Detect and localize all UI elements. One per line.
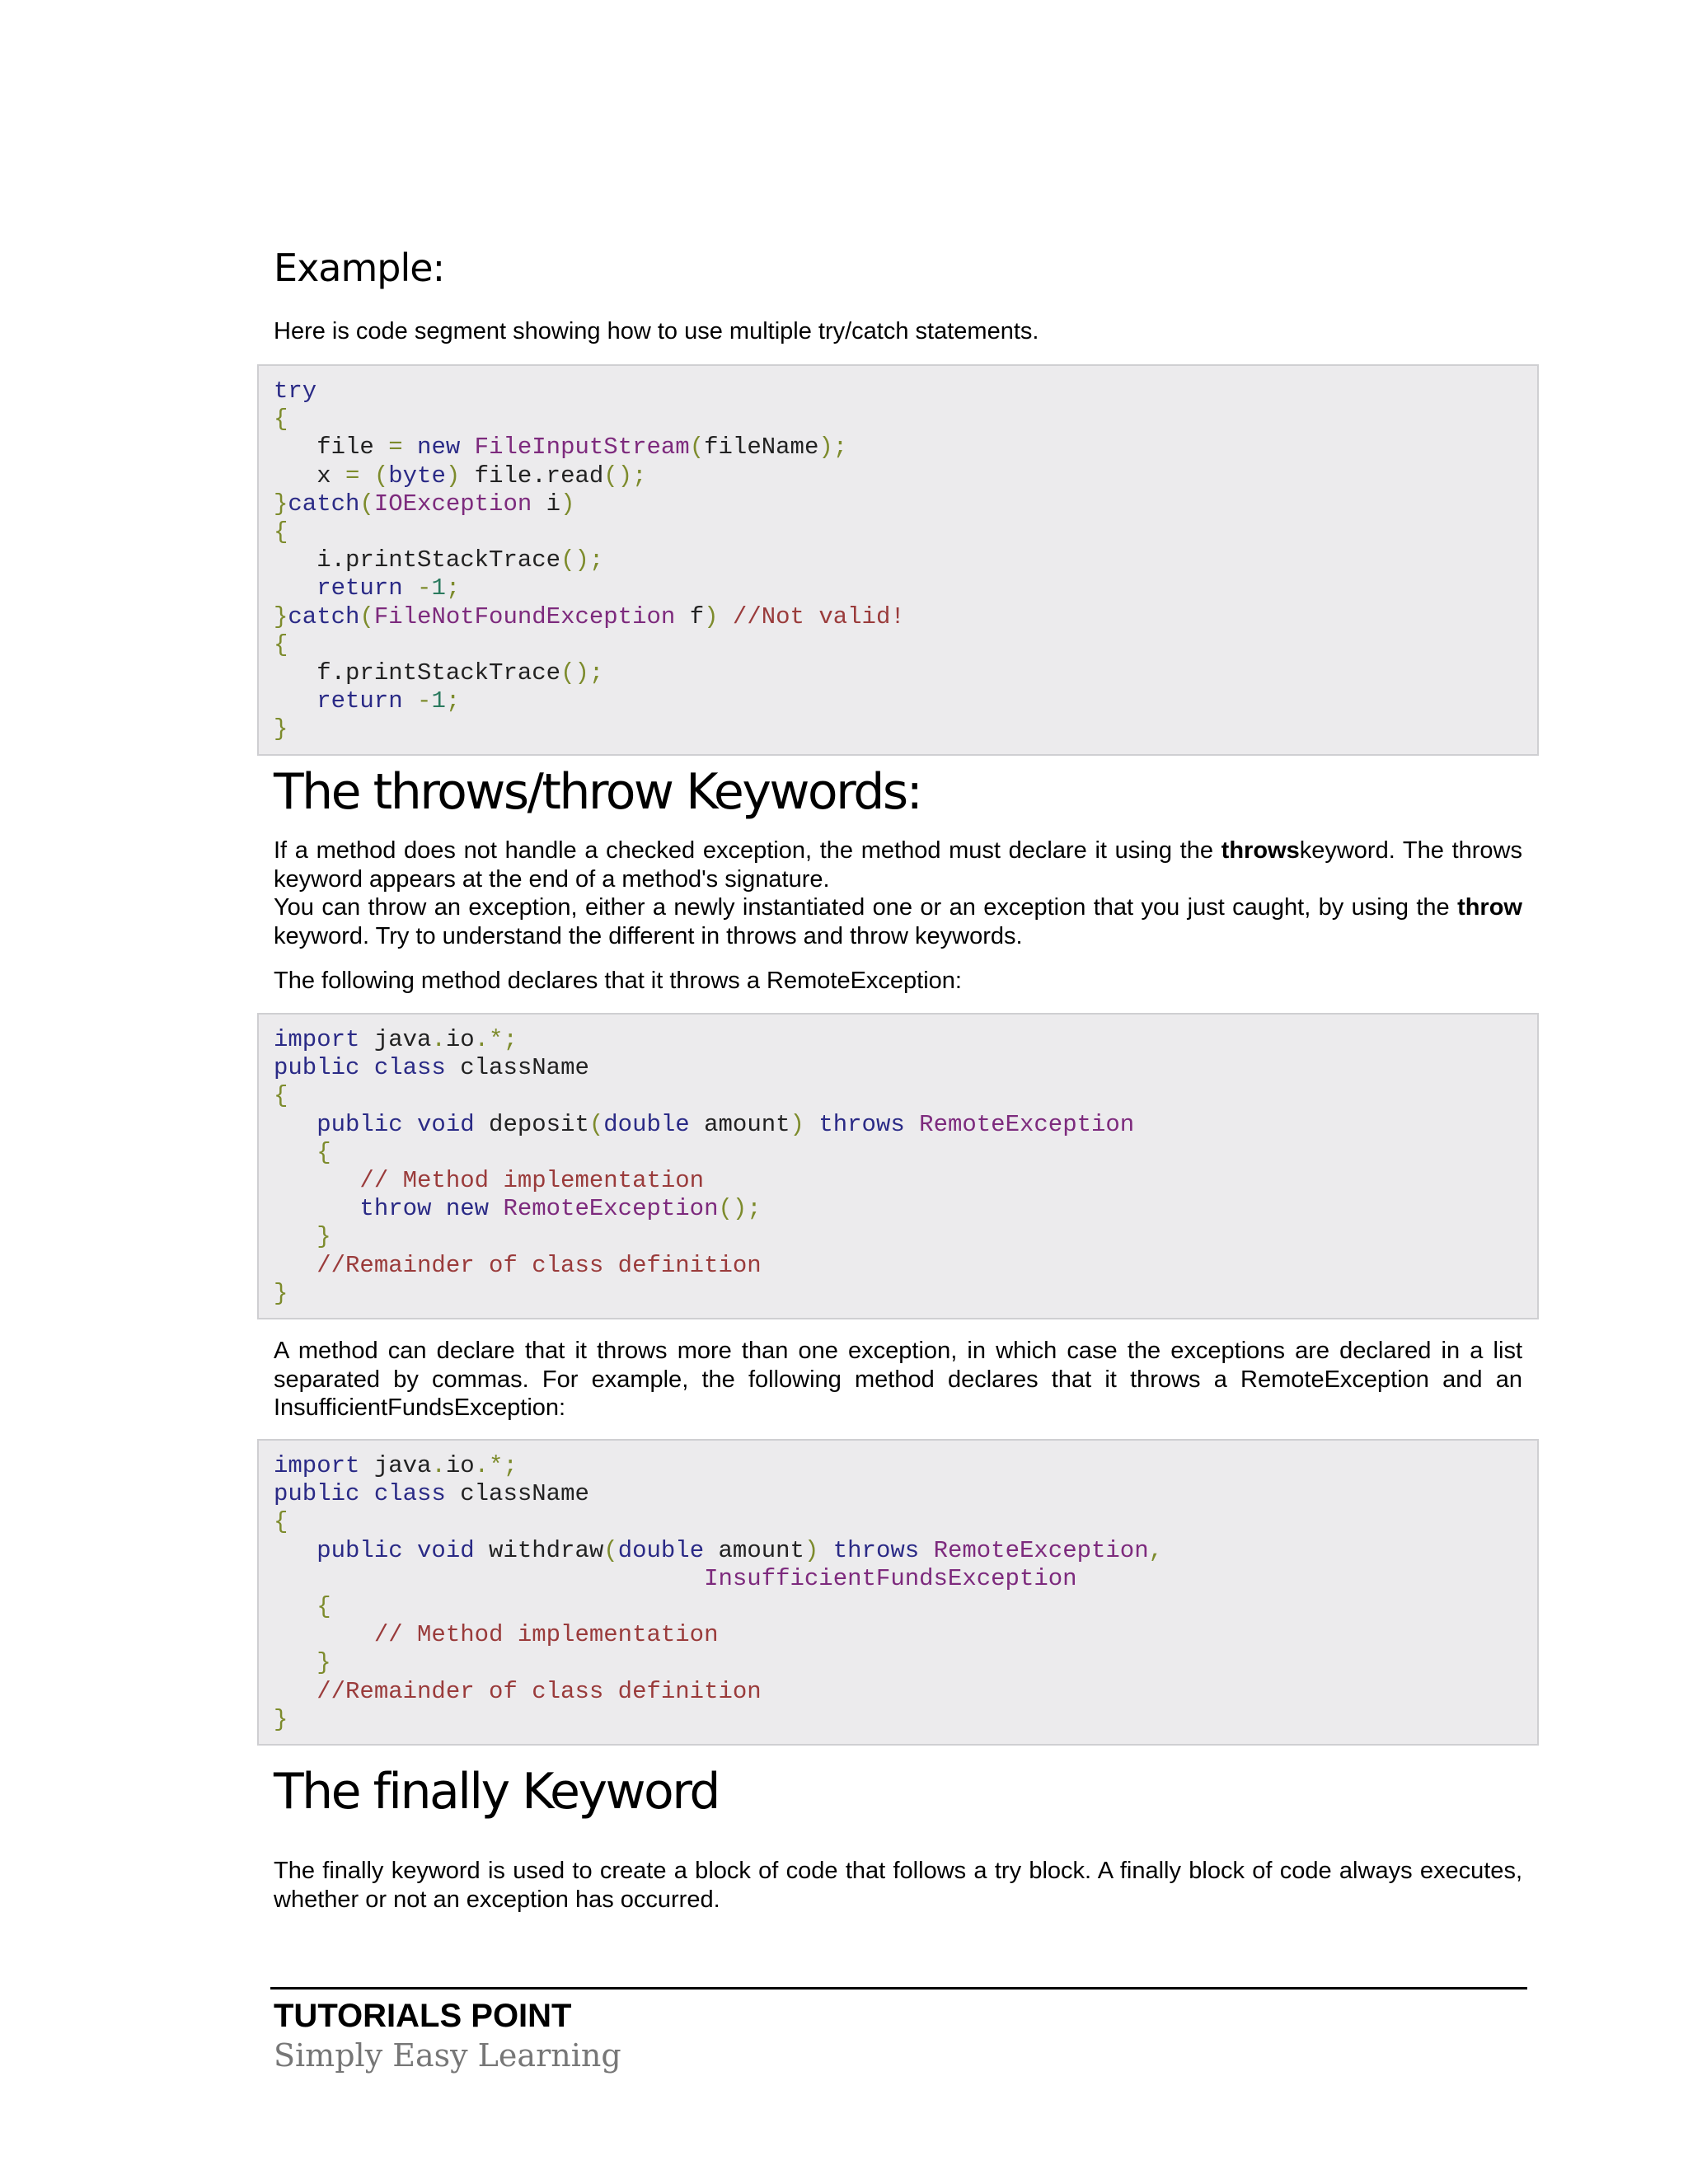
example-intro: Here is code segment showing how to use multiple try/catch statements. xyxy=(274,318,1039,344)
throws-paragraph-4: A method can declare that it throws more than one exception, in which case the exceptions are declared in a list separated by commas. For example, the following method declares that it throws a RemoteException and an InsufficientFundsException: xyxy=(274,1338,1522,1421)
throws-paragraph-3: The following method declares that it throws a RemoteException: xyxy=(274,968,962,994)
code-text: import java.io.*; public class className { public void deposit(double amount) throws RemoteException { // Method implementation throw new RemoteException(); } //Remainder of class definition } xyxy=(274,1026,1135,1307)
finally-paragraph: The finally keyword is used to create a block of code that follows a try block. A finally block of code always executes, whether or not an exception has occurred. xyxy=(274,1858,1522,1913)
throws-heading: The throws/throw Keywords: xyxy=(274,763,921,821)
example-heading: Example: xyxy=(274,246,445,290)
footer-tagline: Simply Easy Learning xyxy=(274,2037,621,2074)
finally-heading: The finally Keyword xyxy=(274,1763,719,1821)
code-block-withdraw xyxy=(257,1439,1539,1746)
footer-divider xyxy=(270,1987,1527,1990)
throws-paragraph-2: You can throw an exception, either a newly instantiated one or an exception that you just caught, by using the throw keyword. Try to understand the different in throws and throw keywords. xyxy=(274,894,1522,949)
code-block-deposit xyxy=(257,1013,1539,1319)
footer-brand: TUTORIALS POINT xyxy=(274,1998,572,2034)
code-block-multiple-catch xyxy=(257,364,1539,756)
code-text: import java.io.*; public class className { public void withdraw(double amount) throws RemoteException, InsufficientFundsException { // Method implementation } //Remainder of class definition } xyxy=(274,1452,1164,1733)
code-text: try { file = new FileInputStream(fileName); x = (byte) file.read(); }catch(IOException i) { i.printStackTrace(); return -1; }catch(FileNotFoundException f) //Not valid! { f.printStackTrace(); return -1; } xyxy=(274,377,905,743)
throws-paragraph-1: If a method does not handle a checked exception, the method must declare it using the throwskeyword. The throws keyword appears at the end of a method's signature. xyxy=(274,837,1522,893)
